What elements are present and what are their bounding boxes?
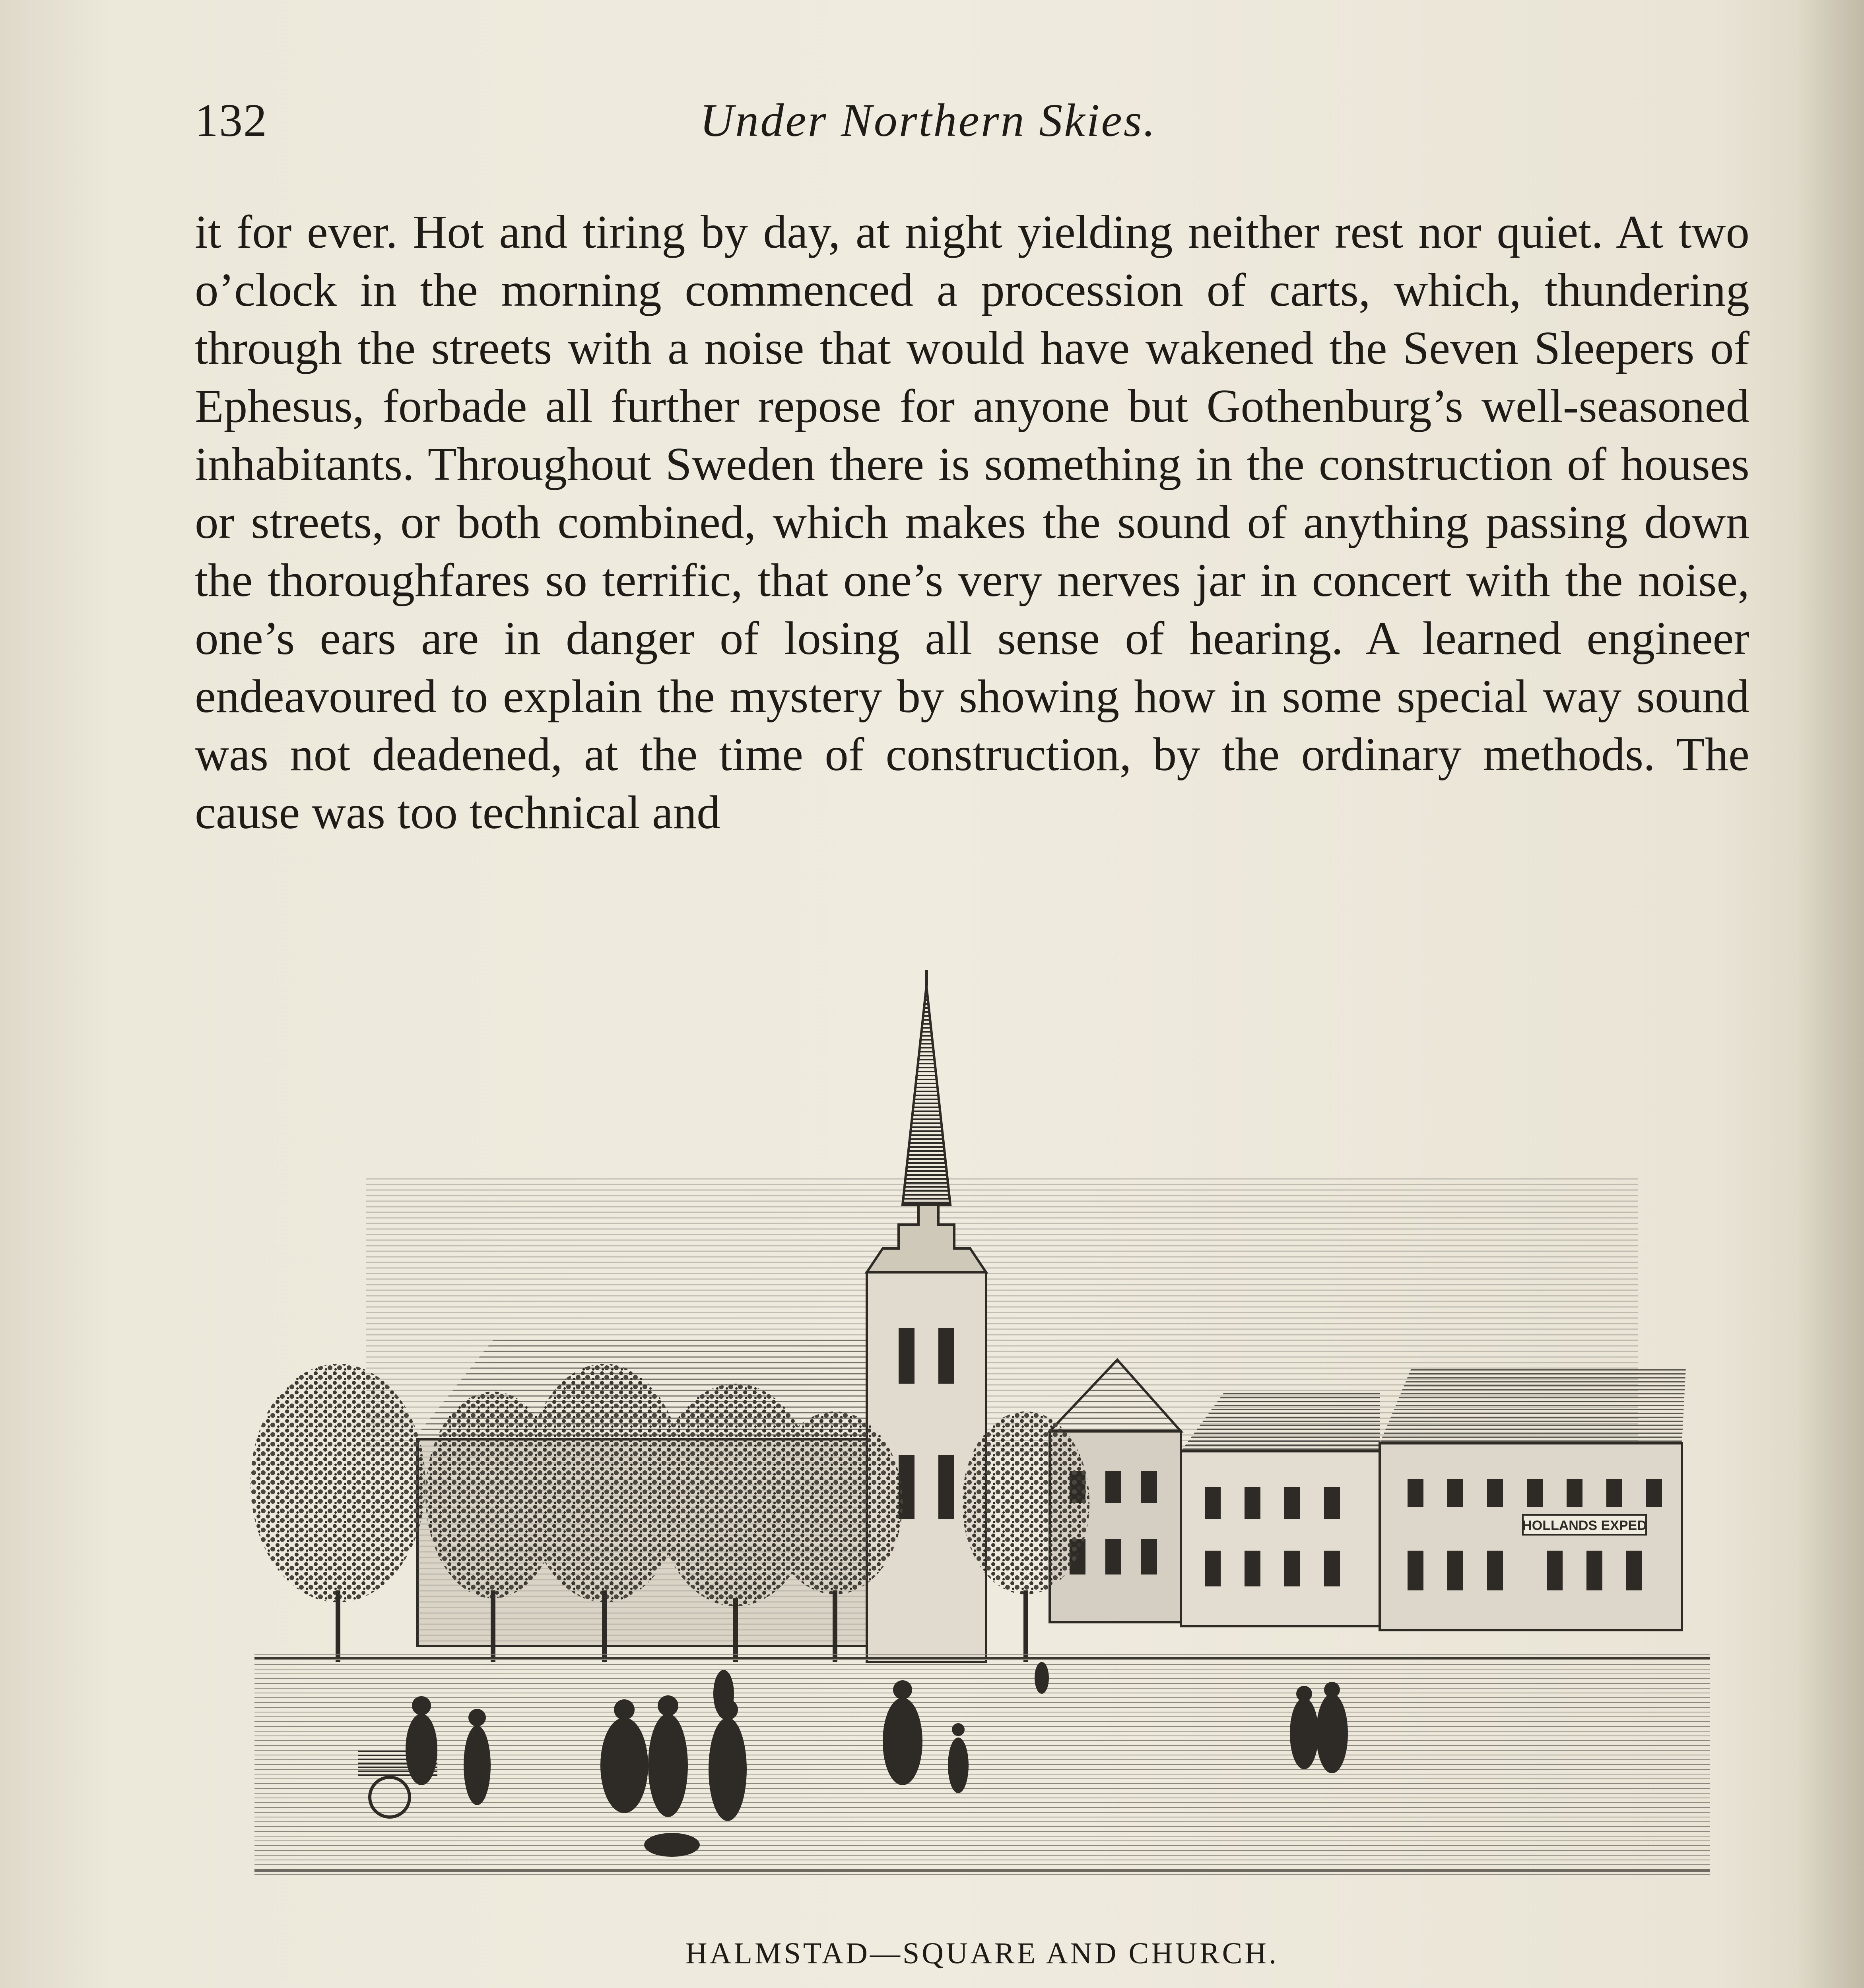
church-spire <box>903 986 950 1205</box>
halmstad-square-engraving <box>247 970 1718 1889</box>
page-gutter-shadow <box>1796 0 1864 1988</box>
page-header <box>195 93 1749 157</box>
figure-caption: HALMSTAD—SQUARE AND CHURCH. <box>685 1937 1279 1970</box>
page-number: 132 <box>195 94 268 146</box>
shop-sign-text: HOLLANDS EXPED <box>1522 1518 1647 1533</box>
running-head: Under Northern Skies. <box>700 94 1157 146</box>
building-3 <box>1380 1443 1682 1630</box>
engraving-illustration <box>247 970 1718 1889</box>
building-2 <box>1181 1451 1380 1626</box>
paragraph-continuation: it for ever. Hot and tiring by day, at night yielding neither rest nor quiet. At two o’clock in the morning commenced a procession of carts, which, thundering through the streets with a noise that would have wakened the Seven Sleepers of Ephesus, forbade all further repose for anyone but Gothenburg’s well-seasoned inhabitants. Throughout Sweden there is something in the construction of houses or streets, or both combined, which makes the sound of anything passing down the thoroughfares so terrific, that one’s very nerves jar in concert with the noise, one’s ears are in danger of losing all sense of hearing. A learned engineer endeavoured to explain the mystery by showing how in some special way sound was not deadened, at the time of construction, by the ordinary methods. The cause was too technical and <box>195 206 1749 839</box>
